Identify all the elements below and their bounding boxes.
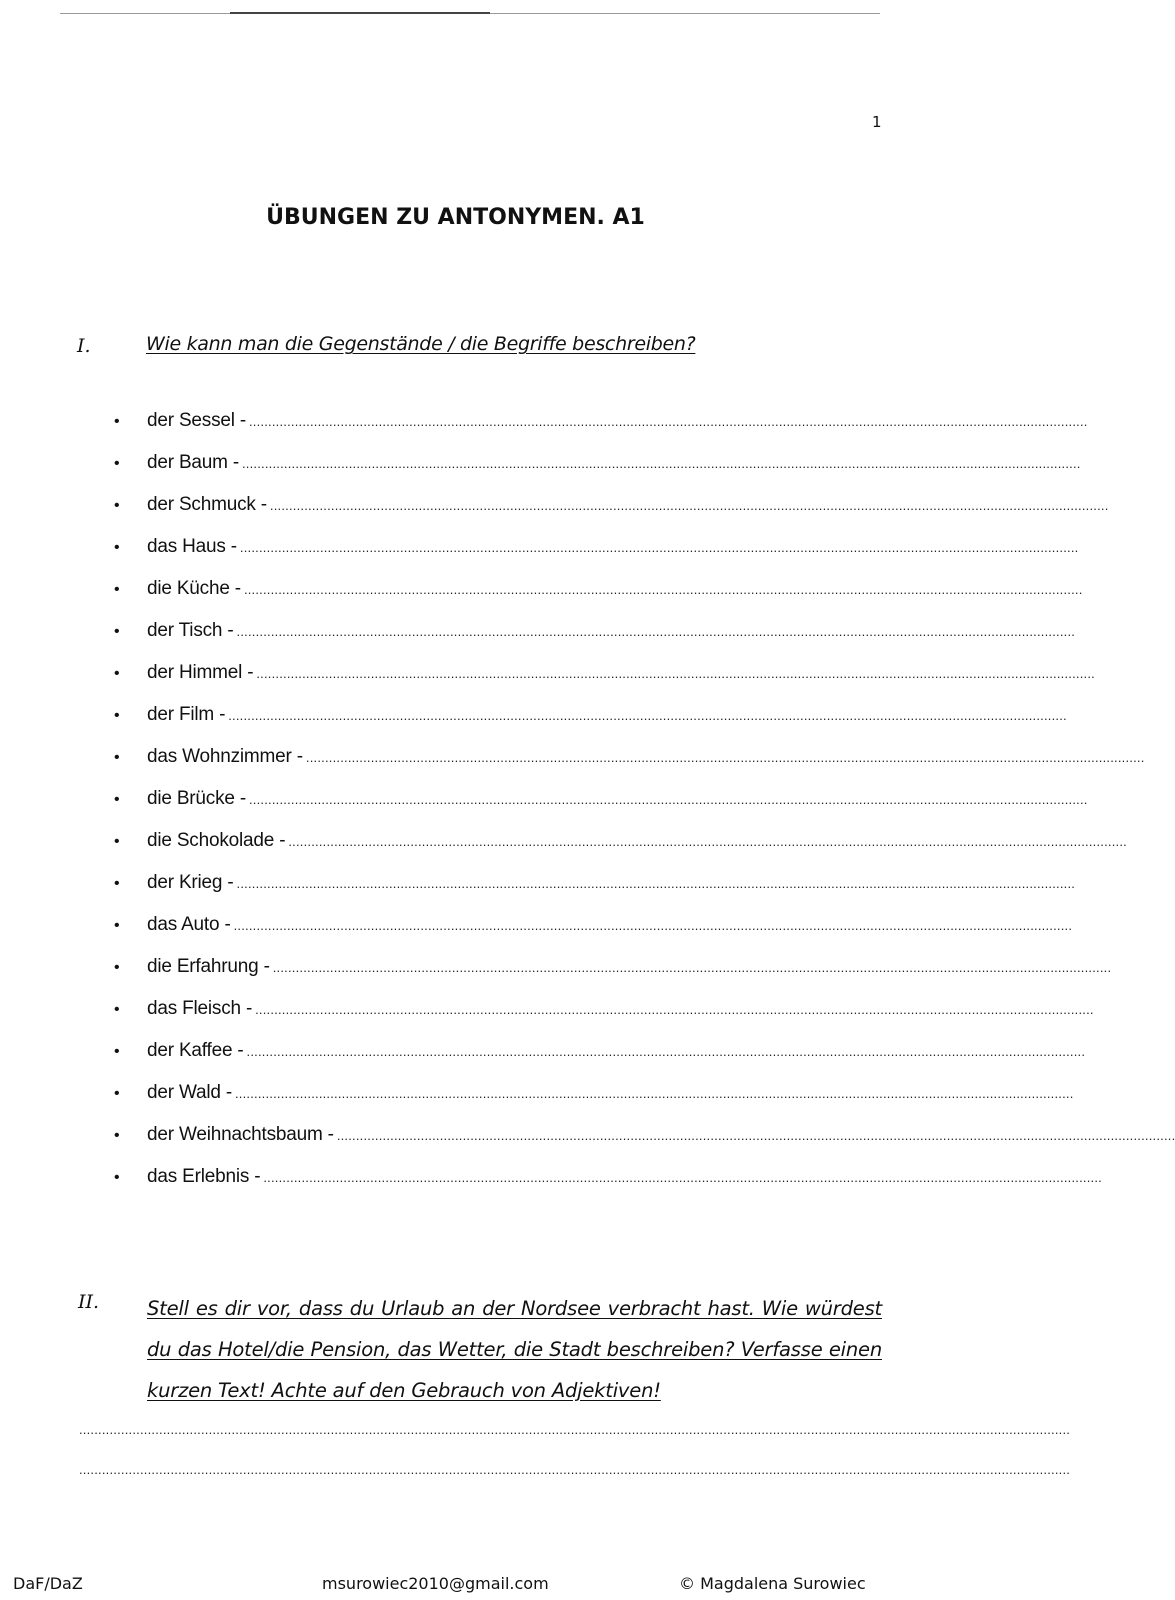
- bullet-icon: •: [114, 455, 120, 472]
- page-title: ÜBUNGEN ZU ANTONYMEN. A1: [266, 205, 645, 230]
- word-list: [112, 410, 1175, 1208]
- list-item-word: der Baum: [147, 452, 228, 473]
- section-1-heading: Wie kann man die Gegenstände / die Begriffe beschreiben?: [146, 333, 696, 355]
- list-item-word: der Weihnachtsbaum: [147, 1124, 323, 1145]
- dash-separator: -: [222, 872, 234, 893]
- list-item: [112, 872, 1076, 914]
- fill-in-line[interactable]: ............................................................................................................................................................................................................................: [249, 414, 1088, 429]
- fill-in-line[interactable]: ............................................................................................................................................................................................................................: [305, 750, 1145, 765]
- list-item: [112, 1082, 1074, 1124]
- dash-separator: -: [219, 914, 231, 935]
- dash-separator: -: [240, 998, 253, 1019]
- list-item-word: das Auto: [147, 914, 220, 935]
- list-item-word: die Küche: [147, 578, 230, 599]
- list-item: [112, 1040, 1086, 1082]
- list-item: [112, 410, 1088, 452]
- fill-in-line[interactable]: ............................................................................................................................................................................................................................: [242, 456, 1081, 471]
- list-item: [112, 578, 1083, 620]
- bullet-icon: •: [114, 581, 120, 598]
- list-item: [112, 452, 1081, 494]
- bullet-icon: •: [114, 707, 120, 724]
- bullet-icon: •: [114, 749, 120, 766]
- dash-separator: -: [234, 410, 246, 431]
- list-item: [112, 956, 1112, 998]
- dash-separator: -: [322, 1124, 334, 1145]
- dash-separator: -: [229, 578, 241, 599]
- list-item: [112, 830, 1127, 872]
- bullet-icon: •: [114, 917, 120, 934]
- list-item: [112, 914, 1073, 956]
- bullet-icon: •: [114, 1127, 120, 1144]
- dash-separator: -: [232, 1040, 244, 1061]
- dash-separator: -: [242, 662, 254, 683]
- dash-separator: -: [291, 746, 303, 767]
- page-number: 1: [872, 113, 882, 131]
- answer-line[interactable]: ....................................................................................................................................................................................................................................................................: [79, 1462, 1071, 1477]
- bullet-icon: •: [114, 1169, 120, 1186]
- fill-in-line[interactable]: ............................................................................................................................................................................................................................: [272, 960, 1112, 975]
- dash-separator: -: [258, 956, 270, 977]
- list-item-word: die Brücke: [147, 788, 235, 809]
- list-item-word: der Kaffee: [147, 1040, 233, 1061]
- footer-copyright: © Magdalena Surowiec: [679, 1574, 866, 1593]
- list-item: [112, 1166, 1102, 1208]
- fill-in-line[interactable]: ............................................................................................................................................................................................................................: [249, 792, 1088, 807]
- fill-in-line[interactable]: ............................................................................................................................................................................................................................: [288, 834, 1127, 849]
- section-2-label: II.: [78, 1291, 100, 1313]
- dash-separator: -: [225, 536, 237, 557]
- top-scan-line: [60, 13, 880, 14]
- section-1-label: I.: [77, 335, 91, 357]
- footer-email: msurowiec2010@gmail.com: [322, 1574, 549, 1593]
- bullet-icon: •: [114, 875, 120, 892]
- fill-in-line[interactable]: ............................................................................................................................................................................................................................: [336, 1128, 1175, 1143]
- bullet-icon: •: [114, 665, 120, 682]
- list-item: [112, 998, 1094, 1040]
- dash-separator: -: [249, 1166, 261, 1187]
- fill-in-line[interactable]: ............................................................................................................................................................................................................................: [243, 582, 1083, 597]
- dash-separator: -: [214, 704, 226, 725]
- section-2-instructions: [147, 1288, 882, 1411]
- fill-in-line[interactable]: ............................................................................................................................................................................................................................: [236, 876, 1076, 891]
- answer-line[interactable]: ....................................................................................................................................................................................................................................................................: [79, 1422, 1071, 1437]
- bullet-icon: •: [114, 497, 120, 514]
- list-item: [112, 494, 1109, 536]
- list-item-word: die Schokolade: [147, 830, 275, 851]
- footer-course: DaF/DaZ: [13, 1574, 83, 1593]
- fill-in-line[interactable]: ............................................................................................................................................................................................................................: [246, 1044, 1086, 1059]
- list-item-word: der Film: [147, 704, 215, 725]
- list-item: [112, 536, 1079, 578]
- bullet-icon: •: [114, 623, 120, 640]
- list-item-word: der Tisch: [147, 620, 223, 641]
- bullet-icon: •: [114, 1001, 120, 1018]
- list-item: [112, 788, 1088, 830]
- list-item-word: das Haus: [147, 536, 226, 557]
- fill-in-line[interactable]: ............................................................................................................................................................................................................................: [255, 1002, 1094, 1017]
- list-item-word: der Wald: [147, 1082, 221, 1103]
- bullet-icon: •: [114, 413, 120, 430]
- section-2-text: Stell es dir vor, dass du Urlaub an der Nordsee verbracht hast. Wie würdest du das Hotel/die Pension, das Wetter, die Stadt beschreiben? Verfasse einen kurzen Text! Achte auf den Gebrauch von Adjektiven!: [147, 1297, 882, 1402]
- list-item-word: die Erfahrung: [147, 956, 259, 977]
- bullet-icon: •: [114, 539, 120, 556]
- list-item: [112, 620, 1076, 662]
- dash-separator: -: [220, 1082, 232, 1103]
- list-item-word: das Erlebnis: [147, 1166, 250, 1187]
- bullet-icon: •: [114, 791, 120, 808]
- fill-in-line[interactable]: ............................................................................................................................................................................................................................: [256, 666, 1095, 681]
- list-item: [112, 746, 1145, 788]
- dash-separator: -: [227, 452, 239, 473]
- dash-separator: -: [222, 620, 234, 641]
- fill-in-line[interactable]: ............................................................................................................................................................................................................................: [269, 498, 1109, 513]
- list-item-word: der Krieg: [147, 872, 223, 893]
- fill-in-line[interactable]: ............................................................................................................................................................................................................................: [228, 708, 1067, 723]
- bullet-icon: •: [114, 833, 120, 850]
- bullet-icon: •: [114, 959, 120, 976]
- dash-separator: -: [255, 494, 267, 515]
- fill-in-line[interactable]: ............................................................................................................................................................................................................................: [239, 540, 1079, 555]
- list-item-word: das Fleisch: [147, 998, 241, 1019]
- list-item-word: der Himmel: [147, 662, 243, 683]
- fill-in-line[interactable]: ............................................................................................................................................................................................................................: [234, 1086, 1074, 1101]
- list-item-word: das Wohnzimmer: [147, 746, 292, 767]
- list-item: [112, 662, 1095, 704]
- fill-in-line[interactable]: ............................................................................................................................................................................................................................: [236, 624, 1076, 639]
- list-item: [112, 704, 1067, 746]
- fill-in-line[interactable]: ............................................................................................................................................................................................................................: [233, 918, 1073, 933]
- bullet-icon: •: [114, 1043, 120, 1060]
- fill-in-line[interactable]: ............................................................................................................................................................................................................................: [263, 1170, 1102, 1185]
- list-item: [112, 1124, 1175, 1166]
- list-item-word: der Schmuck: [147, 494, 256, 515]
- dash-separator: -: [234, 788, 246, 809]
- bullet-icon: •: [114, 1085, 120, 1102]
- dash-separator: -: [274, 830, 286, 851]
- list-item-word: der Sessel: [147, 410, 235, 431]
